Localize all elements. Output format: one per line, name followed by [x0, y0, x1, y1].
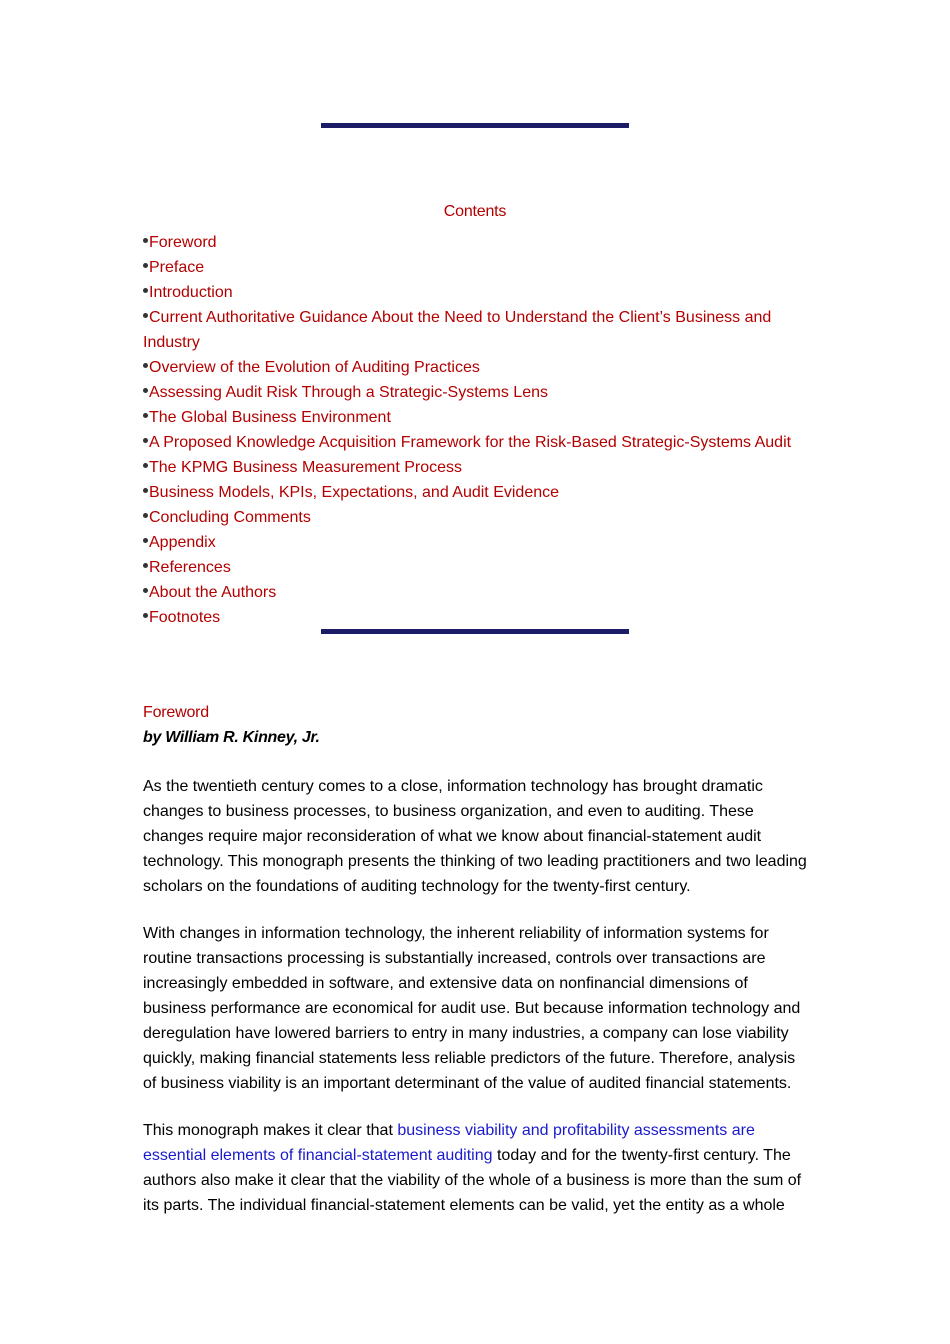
- toc-link-authoritative-guidance[interactable]: Current Authoritative Guidance About the Need to Understand the Client’s Business and Industry: [143, 309, 772, 351]
- top-divider: [321, 123, 629, 128]
- bullet-icon: [143, 563, 148, 568]
- bullet-icon: [143, 288, 148, 293]
- toc-item: [143, 255, 808, 280]
- toc-link-evolution-overview[interactable]: Overview of the Evolution of Auditing Practices: [149, 359, 480, 376]
- toc-item: [143, 555, 808, 580]
- toc-link-about-authors[interactable]: About the Authors: [149, 584, 277, 601]
- bullet-icon: [143, 363, 148, 368]
- paragraph-3-trailing-text: today and for the twenty-first century. The authors also make it clear that the viability of the whole of a business is more than the sum of its parts. The individual financial-statement elements can be valid, yet the entity as a whole: [143, 1147, 802, 1214]
- foreword-paragraph-2: With changes in information technology, the inherent reliability of information systems for routine transactions processing is substantially increased, controls over transactions are increasingly embedded in software, and extensive data on nonfinancial dimensions of business performance are economical for audit use. But because information technology and deregulation have lowered barriers to entry in many industries, a company can lose viability quickly, making financial statements less reliable predictors of the future. Therefore, analysis of business viability is an important determinant of the value of audited financial statements.: [143, 925, 801, 1092]
- bullet-icon: [143, 588, 148, 593]
- toc-link-footnotes[interactable]: Footnotes: [149, 609, 221, 626]
- bullet-icon: [143, 263, 148, 268]
- foreword-byline: by William R. Kinney, Jr.: [143, 729, 320, 746]
- bottom-divider: [321, 629, 629, 634]
- viability-assessment-link[interactable]: business viability and profitability assessments are essential elements of financial-statement auditing: [143, 1122, 755, 1164]
- toc-link-concluding-comments[interactable]: Concluding Comments: [149, 509, 311, 526]
- toc-link-kpmg-process[interactable]: The KPMG Business Measurement Process: [149, 459, 463, 476]
- bullet-icon: [143, 238, 148, 243]
- toc-item: [143, 355, 808, 380]
- foreword-paragraph-3: [143, 1118, 808, 1218]
- bullet-icon: [143, 413, 148, 418]
- bullet-icon: [143, 538, 148, 543]
- toc-link-knowledge-framework[interactable]: A Proposed Knowledge Acquisition Framework for the Risk-Based Strategic-Systems Audit: [149, 434, 792, 451]
- toc-item: [143, 530, 808, 555]
- toc-link-appendix[interactable]: Appendix: [149, 534, 216, 551]
- paragraph-3-lead-text: This monograph makes it clear that: [143, 1122, 398, 1139]
- toc-link-introduction[interactable]: Introduction: [149, 284, 233, 301]
- toc-item: [143, 455, 808, 480]
- bullet-icon: [143, 313, 148, 318]
- table-of-contents: [143, 230, 808, 630]
- toc-item: [143, 305, 808, 355]
- contents-title: Contents: [443, 203, 507, 220]
- toc-item: [143, 230, 808, 255]
- toc-item: [143, 405, 808, 430]
- foreword-heading: Foreword: [143, 704, 209, 721]
- toc-item: [143, 380, 808, 405]
- toc-link-global-business[interactable]: The Global Business Environment: [149, 409, 391, 426]
- bullet-icon: [143, 613, 148, 618]
- bullet-icon: [143, 463, 148, 468]
- bullet-icon: [143, 488, 148, 493]
- toc-item: [143, 430, 808, 455]
- toc-link-assessing-audit-risk[interactable]: Assessing Audit Risk Through a Strategic-Systems Lens: [149, 384, 548, 401]
- toc-link-references[interactable]: References: [149, 559, 231, 576]
- bullet-icon: [143, 438, 148, 443]
- toc-link-preface[interactable]: Preface: [149, 259, 205, 276]
- toc-item: [143, 580, 808, 605]
- bullet-icon: [143, 388, 148, 393]
- foreword-paragraph-1: As the twentieth century comes to a close, information technology has brought dramatic changes to business processes, to business organization, and even to auditing. These changes require major reconsideration of what we know about financial-statement audit technology. This monograph presents the thinking of two leading practitioners and two leading scholars on the foundations of auditing technology for the twenty-first century.: [143, 778, 807, 895]
- toc-item: [143, 505, 808, 530]
- toc-item: [143, 280, 808, 305]
- bullet-icon: [143, 513, 148, 518]
- toc-item: [143, 605, 808, 630]
- toc-link-business-models[interactable]: Business Models, KPIs, Expectations, and Audit Evidence: [149, 484, 560, 501]
- toc-item: [143, 480, 808, 505]
- toc-link-foreword[interactable]: Foreword: [149, 234, 217, 251]
